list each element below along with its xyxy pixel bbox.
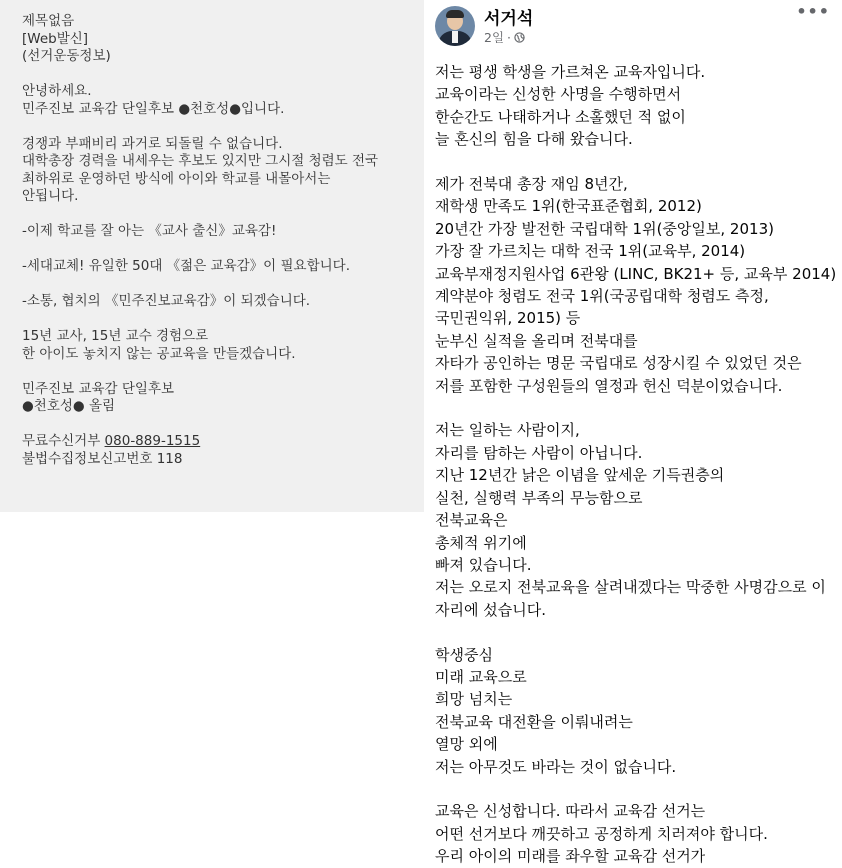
text-line: 국민권익위, 2015) 등 — [435, 309, 581, 328]
sms-message-body — [22, 13, 424, 433]
text-line: 총체적 위기에 — [435, 533, 527, 552]
text-line: 민주진보 교육감 단일후보 — [22, 380, 175, 397]
blank-line — [22, 206, 424, 224]
text-line: 자타가 공인하는 명문 국립대로 성장시킬 수 있었던 것은 — [435, 354, 802, 373]
text-line: 교육부재정지원사업 6관왕 (LINC, BK21+ 등, 교육부 2014) — [435, 264, 837, 283]
facebook-post — [424, 0, 842, 866]
text-line: 교육이라는 신성한 사명을 수행하면서 — [435, 85, 682, 104]
text-line: 저는 오로지 전북교육을 살려내겠다는 막중한 사명감으로 이 — [435, 578, 826, 597]
text-line: 20년간 가장 발전한 국립대학 1위(중앙일보, 2013) — [435, 219, 774, 238]
blank-line — [435, 621, 839, 643]
report-number-line: 불법수집정보신고번호 118 — [22, 450, 183, 467]
blank-line — [435, 778, 839, 800]
text-line: 빠져 있습니다. — [435, 555, 532, 574]
text-line: 전북교육은 — [435, 511, 508, 530]
text-line: 전북교육 대전환을 이뤄내려는 — [435, 712, 633, 731]
text-line: 안됩니다. — [22, 188, 79, 204]
text-line: 재학생 만족도 1위(한국표준협회, 2012) — [435, 197, 702, 216]
more-options-icon[interactable]: ••• — [796, 2, 830, 21]
text-line: 열망 외에 — [435, 735, 498, 754]
blank-line — [22, 241, 424, 259]
blank-line — [435, 397, 839, 419]
text-line: ●천호성● 올림 — [22, 398, 116, 414]
blank-line — [22, 311, 424, 329]
text-line: 저는 평생 학생을 가르쳐온 교육자입니다. — [435, 63, 706, 81]
text-line: (선거운동정보) — [22, 48, 111, 64]
text-line: 15년 교사, 15년 교수 경험으로 — [22, 328, 209, 344]
text-line: 경쟁과 부패비리 과거로 되돌릴 수 없습니다. — [22, 135, 283, 152]
text-line: 저는 일하는 사람이지, — [435, 421, 580, 440]
text-line: 저는 아무것도 바라는 것이 없습니다. — [435, 757, 677, 776]
blank-line — [22, 118, 424, 136]
text-line: 한 아이도 놓치지 않는 공교육을 만들겠습니다. — [22, 345, 296, 362]
text-line: [Web발신] — [22, 30, 89, 47]
text-line: 실천, 실행력 부족의 무능함으로 — [435, 488, 643, 507]
text-line: 제목없음 — [22, 13, 75, 29]
blank-line — [22, 276, 424, 294]
unsubscribe-line — [22, 433, 424, 451]
blank-line — [22, 363, 424, 381]
text-line: 어떤 선거보다 깨끗하고 공정하게 치러져야 합니다. — [435, 824, 768, 843]
text-line: 계약분야 청렴도 전국 1위(국공립대학 청렴도 측정, — [435, 287, 769, 306]
text-line: 저를 포함한 구성원들의 열정과 헌신 덕분이었습니다. — [435, 376, 783, 395]
globe-icon[interactable] — [514, 32, 525, 43]
text-line: 최하위로 운영하던 방식에 아이와 학교를 내몰아서는 — [22, 170, 331, 187]
text-line: 지난 12년간 낡은 이념을 앞세운 기득권층의 — [435, 466, 725, 485]
text-line: 우리 아이의 미래를 좌우할 교육감 선거가 — [435, 847, 706, 866]
text-line: 희망 넘치는 — [435, 690, 513, 709]
blank-line — [435, 151, 839, 173]
blank-line — [22, 416, 424, 434]
post-meta — [484, 28, 525, 46]
unsubscribe-label: 무료수신거부 — [22, 433, 105, 449]
sms-message-panel — [0, 0, 424, 512]
text-line: 교육은 신성합니다. 따라서 교육감 선거는 — [435, 802, 706, 821]
text-line: -소통, 협치의 《민주진보교육감》이 되겠습니다. — [22, 293, 311, 309]
text-line: 제가 전북대 총장 재임 8년간, — [435, 175, 628, 194]
blank-line — [22, 66, 424, 84]
text-line: 가장 잘 가르치는 대학 전국 1위(교육부, 2014) — [435, 242, 746, 261]
author-avatar[interactable] — [435, 6, 475, 46]
text-line: 자리를 탐하는 사람이 아닙니다. — [435, 443, 643, 462]
author-name[interactable]: 서거석 — [484, 9, 534, 29]
text-line: 자리에 섰습니다. — [435, 600, 546, 619]
text-line: 민주진보 교육감 단일후보 ●천호성●입니다. — [22, 100, 285, 117]
text-line: 안녕하세요. — [22, 83, 92, 99]
text-line: -이제 학교를 잘 아는 《교사 출신》교육감! — [22, 223, 277, 239]
text-line: 대학총장 경력을 내세우는 후보도 있지만 그시절 청렴도 전국 — [22, 153, 379, 169]
text-line: 한순간도 나태하거나 소홀했던 적 없이 — [435, 107, 686, 126]
text-line: 미래 교육으로 — [435, 667, 527, 686]
unsubscribe-number-link[interactable]: 080-889-1515 — [104, 433, 201, 449]
post-body — [435, 61, 839, 868]
text-line: 늘 혼신의 힘을 다해 왔습니다. — [435, 130, 633, 149]
text-line: -세대교체! 유일한 50대 《젊은 교육감》이 필요합니다. — [22, 258, 350, 274]
text-line: 학생중심 — [435, 645, 493, 664]
post-time[interactable]: 2일 — [484, 30, 505, 45]
text-line: 눈부신 실적을 올리며 전북대를 — [435, 331, 638, 350]
meta-separator: · — [507, 29, 512, 45]
